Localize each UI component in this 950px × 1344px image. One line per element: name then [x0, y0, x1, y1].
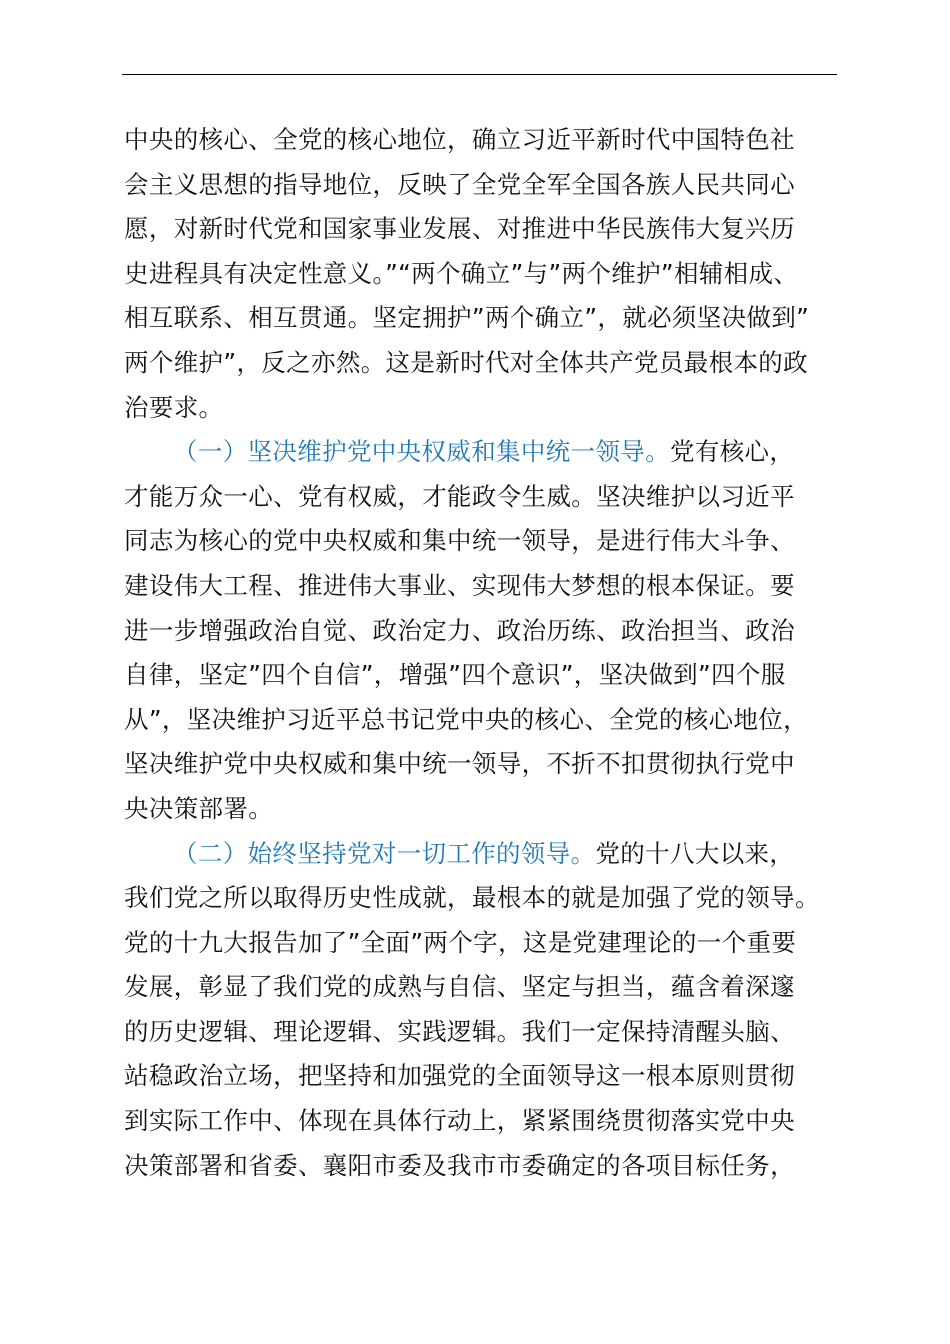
- section-2: [124, 832, 844, 1189]
- paragraph-line: 同志为核心的党中央权威和集中统一领导，是进行伟大斗争、: [124, 526, 795, 556]
- paragraph-line: 中央的核心、全党的核心地位，确立习近平新时代中国特色社: [124, 125, 795, 154]
- paragraph-line: 我们党之所以取得历史性成就，最根本的就是加强了党的领导。: [124, 883, 820, 913]
- paragraph-line: 愿，对新时代党和国家事业发展、对推进中华民族伟大复兴历: [124, 214, 795, 244]
- paragraph-line: 建设伟大工程、推进伟大事业、实现伟大梦想的根本保证。要: [124, 570, 795, 600]
- paragraph-line: 党的十九大报告加了”全面”两个字，这是党建理论的一个重要: [124, 927, 797, 957]
- paragraph-line: 的历史逻辑、理论逻辑、实践逻辑。我们一定保持清醒头脑、: [124, 1016, 795, 1046]
- section-2-heading: （二）始终坚持党对一切工作的领导。: [173, 838, 596, 868]
- paragraph-line: 两个维护”，反之亦然。这是新时代对全体共产党员最根本的政: [124, 347, 808, 377]
- paragraph-line: 自律，坚定”四个自信”，增强”四个意识”，坚决做到”四个服: [124, 660, 786, 690]
- paragraph-line: 站稳政治立场，把坚持和加强党的全面领导这一根本原则贯彻: [124, 1061, 795, 1091]
- paragraph-line: 发展，彰显了我们党的成熟与自信、坚定与担当，蕴含着深邃: [124, 972, 795, 1002]
- paragraph-line: 史进程具有决定性意义。”“两个确立”与”两个维护”相辅相成、: [124, 258, 799, 288]
- section-1-first-line: [124, 430, 844, 475]
- header-rule: [122, 74, 837, 75]
- paragraph-line: 进一步增强政治自觉、政治定力、政治历练、政治担当、政治: [124, 615, 795, 645]
- section-1: [124, 430, 844, 831]
- section-2-first-line: [124, 832, 844, 877]
- paragraph-line: 才能万众一心、党有权威，才能政令生威。坚决维护以习近平: [124, 481, 795, 511]
- paragraph-1: [124, 118, 844, 430]
- paragraph-line: 决策部署和省委、襄阳市委及我市市委确定的各项目标任务，: [124, 1150, 795, 1180]
- paragraph-line: 坚决维护党中央权威和集中统一领导，不折不扣贯彻执行党中: [124, 749, 795, 779]
- paragraph-line: 相互联系、相互贯通。坚定拥护”两个确立”，就必须坚决做到”: [124, 303, 810, 333]
- paragraph-line: 从”，坚决维护习近平总书记党中央的核心、全党的核心地位，: [124, 704, 808, 734]
- paragraph-line: 治要求。: [124, 392, 224, 422]
- section-1-heading: （一）坚决维护党中央权威和集中统一领导。: [173, 437, 670, 467]
- paragraph-line: 会主义思想的指导地位，反映了全党全军全国各族人民共同心: [124, 169, 795, 199]
- section-1-first-line-text: 党有核心，: [670, 437, 795, 467]
- section-2-first-line-text: 党的十八大以来，: [595, 838, 795, 868]
- paragraph-line: 到实际工作中、体现在具体行动上，紧紧围绕贯彻落实党中央: [124, 1106, 795, 1136]
- paragraph-line: 央决策部署。: [124, 793, 274, 823]
- document-body: [124, 118, 844, 1188]
